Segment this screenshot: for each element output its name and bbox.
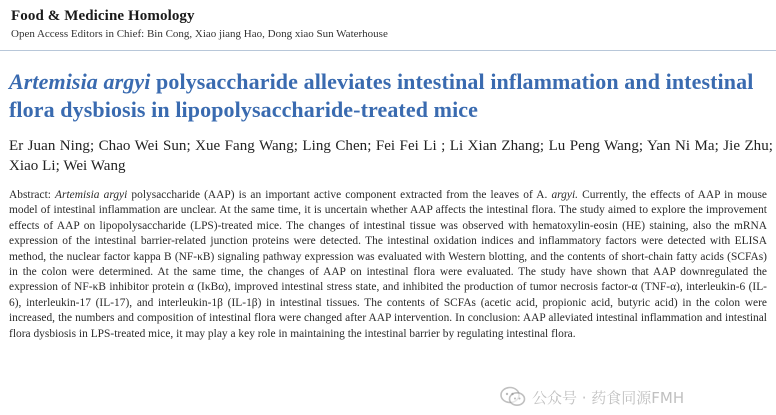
abstract-text-1: polysaccharide (AAP) is an important active component extracted from the leaves of A. [127, 189, 552, 201]
abstract-text-2: Currently, the effects of AAP in mouse model of intestinal inflammation are unclear. At the same time, it is uncertain whether AAP affects the intestinal flora. The study aimed to explore the improvement effects of AAP on lipopolysaccharide (LPS)-treated mice. The changes of intestinal tissue was observed with hematoxylin-eosin (HE) staining, also the mRNA expression of the intestinal barrier-related junction proteins were detected. The intestinal oxidation indices and inflammatory factors were detected with ELISA method, the nuclear factor kappa B (NF-κB) signaling pathway expression was evaluated with Western blotting, and the contents of short-chain fatty acids (SCFAs) in the colon were determined. At the same time, the changes of AAP on intestinal flora were evaluated. The study have shown that AAP downregulated the expression of NF-κB inhibitor protein α (IκBα), improved intestinal stress state, and inhibited the production of tumor necrosis factor-α (TNF-α), interleukin-6 (IL-6), interleukin-17 (IL-17), and interleukin-1β (IL-1β) in intestinal tissues. The contents of SCFAs (acetic acid, propionic acid, butyric acid) in the colon were increased, the numbers and composition of intestinal flora were changed after AAP intervention. In conclusion: AAP alleviated intestinal inflammation and intestinal flora dysbiosis in LPS-treated mice, it may play a key role in maintaining the intestinal barrier by regulating intestinal flora. [9, 189, 767, 340]
abstract-label: Abstract: [9, 189, 56, 201]
watermark [500, 382, 684, 412]
editors-line: Open Access Editors in Chief: Bin Cong, Xiao jiang Hao, Dong xiao Sun Waterhouse [11, 28, 388, 40]
article-title[interactable] [9, 68, 769, 124]
author-list: Er Juan Ning; Chao Wei Sun; Xue Fang Wang; Ling Chen; Fei Fei Li ; Li Xian Zhang; Lu Peng Wang; Yan Ni Ma; Jie Zhu; Xiao Li; Wei Wang [9, 138, 773, 174]
wechat-icon [500, 386, 526, 408]
journal-title: Food & Medicine Homology [11, 8, 195, 24]
article-title-species: Artemisia argyi [9, 69, 151, 94]
abstract [9, 188, 767, 342]
watermark-text: 公众号 · 药食同源FMH [532, 388, 685, 407]
abstract-argyi: argyi. [551, 189, 579, 201]
header-divider [0, 50, 776, 51]
abstract-species: Artemisia argyi [55, 189, 128, 201]
article-title-text: polysaccharide alleviates intestinal inflammation and intestinal flora dysbiosis in lipopolysaccharide-treated mice [9, 69, 754, 122]
